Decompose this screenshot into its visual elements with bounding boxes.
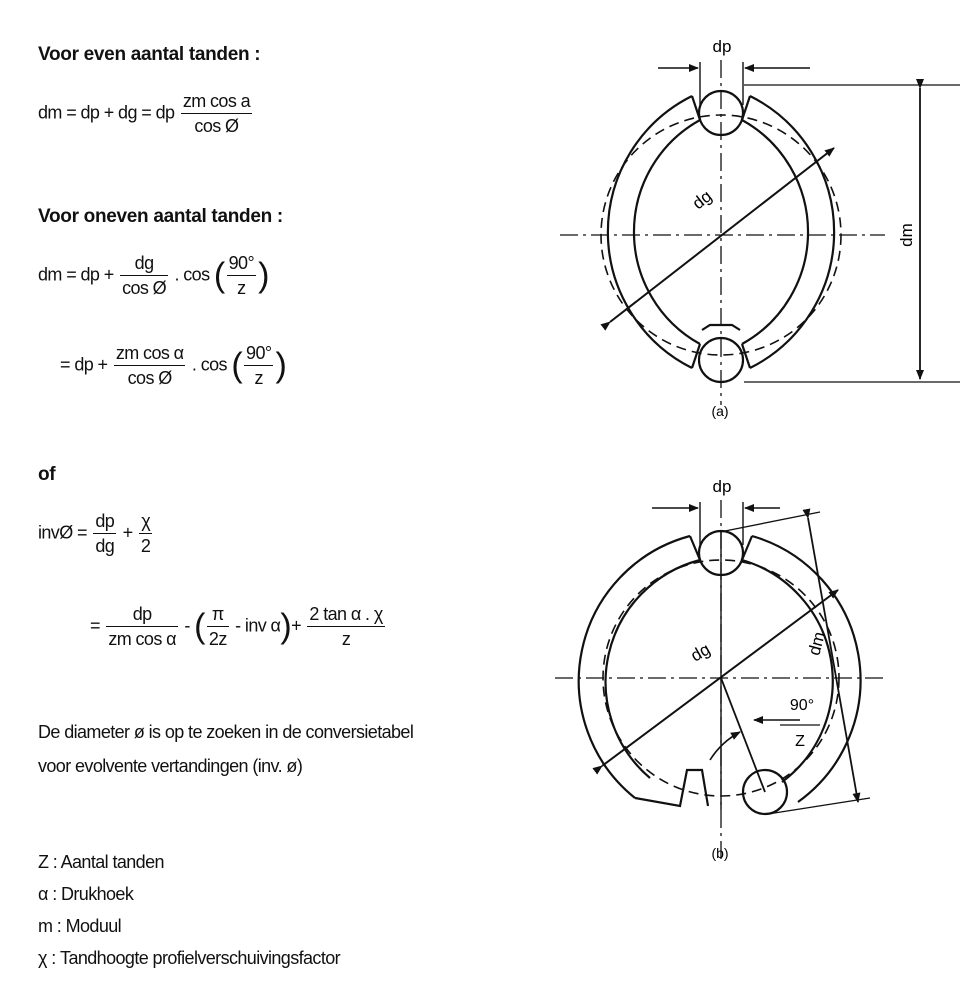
legend-m: m : Moduul — [38, 916, 122, 936]
formula-odd-1-num: dg — [120, 252, 168, 276]
formula-odd-1-angle-num: 90° — [227, 252, 256, 276]
note-line-1: De diameter ø is op te zoeken in de conversietabel — [38, 722, 414, 742]
formula-odd-2-fraction — [114, 342, 186, 389]
label-dp: dp — [712, 37, 732, 56]
diagram-b-odd-teeth — [540, 470, 960, 870]
ring-inner-right — [742, 120, 808, 344]
label-dm: dm — [897, 223, 916, 247]
diagram-a-even-teeth — [540, 30, 960, 430]
heading-of: of — [38, 464, 56, 485]
formula-even-num: zm cos a — [181, 90, 252, 114]
ring-inner-left — [634, 120, 700, 344]
formula-odd-1 — [38, 252, 269, 299]
formula-odd-2-num: zm cos α — [114, 342, 186, 366]
paren-open: ( — [231, 346, 243, 385]
formula-inv-exp-frac1 — [106, 603, 178, 650]
formula-inv-exp-frac3 — [307, 603, 384, 650]
heading-odd-teeth: Voor oneven aantal tanden : — [38, 206, 283, 227]
formula-inv-lhs: invØ = — [38, 522, 87, 543]
formula-inv-exp-d1: zm cos α — [108, 629, 176, 649]
formula-even-fraction — [181, 90, 252, 137]
formula-odd-2-angle-num: 90° — [244, 342, 273, 366]
formula-inv-exp-d2: 2z — [208, 629, 227, 649]
paren-close: ) — [258, 256, 269, 295]
label-b-angle-den: Z — [795, 733, 805, 750]
formula-odd-1-angle — [227, 252, 256, 299]
formula-inv-d2: 2 — [140, 536, 151, 556]
formula-inv-exp-inner: - inv α — [235, 615, 281, 636]
formula-odd-2-den: cos Ø — [127, 368, 172, 388]
label-b-angle-num: 90° — [789, 697, 815, 714]
formula-odd-1-lhs: dm = dp + — [38, 264, 114, 285]
formula-inv-exp-n2: π — [207, 603, 229, 627]
formula-even — [38, 90, 254, 137]
formula-inv-plus: + — [122, 522, 133, 543]
formula-inv-exp-n1: dp — [106, 603, 178, 627]
dm-arrow-b — [808, 518, 858, 802]
paren-close: ) — [280, 607, 292, 646]
label-b-dp: dp — [712, 477, 732, 496]
label-b-dg: dg — [687, 639, 714, 666]
formula-odd-2-angle — [244, 342, 273, 389]
formula-odd-1-den: cos Ø — [122, 278, 167, 298]
paren-close: ) — [275, 346, 287, 385]
formula-inv-frac2 — [139, 510, 152, 557]
legend-alpha: α : Drukhoek — [38, 884, 134, 904]
formula-inv-frac1 — [93, 510, 116, 557]
heading-even-teeth: Voor even aantal tanden : — [38, 44, 261, 65]
formula-inv-d1: dg — [95, 536, 115, 556]
ring-b-outer-left — [579, 536, 690, 798]
formula-even-lhs: dm = dp + dg = dp — [38, 102, 175, 123]
paren-open: ( — [194, 607, 205, 646]
formula-odd-2-cos: . cos — [191, 354, 227, 375]
legend-z: Z : Aantal tanden — [38, 852, 164, 872]
ring-b-outer-right — [752, 536, 861, 802]
formula-even-den: cos Ø — [194, 116, 239, 136]
formula-odd-1-angle-den: z — [237, 278, 246, 298]
formula-inv-exp-d3: z — [341, 629, 351, 649]
formula-inv-n2: χ — [139, 510, 152, 534]
formula-inv — [38, 510, 154, 557]
formula-inv-expanded — [90, 603, 387, 650]
formula-odd-2-lhs: = dp + — [60, 354, 108, 375]
formula-inv-exp-minus: - — [184, 615, 190, 636]
note-line-2: voor evolvente vertandingen (inv. ø) — [38, 756, 303, 776]
formula-inv-exp-frac2 — [207, 603, 229, 650]
label-b-dm: dm — [804, 629, 829, 658]
formula-inv-n1: dp — [93, 510, 116, 534]
ring-outer-left — [608, 96, 692, 368]
formula-inv-exp-n3: 2 tan α . χ — [307, 603, 384, 627]
caption-a: (a) — [711, 403, 729, 419]
formula-odd-2 — [60, 342, 286, 389]
caption-b: (b) — [711, 845, 729, 861]
ring-outer-right — [750, 96, 834, 368]
legend-chi: χ : Tandhoogte profielverschuivingsfactor — [38, 948, 341, 968]
formula-odd-2-angle-den: z — [254, 368, 263, 388]
formula-odd-1-cos: . cos — [174, 264, 210, 285]
formula-odd-1-fraction — [120, 252, 168, 299]
label-dg: dg — [688, 186, 716, 214]
formula-inv-exp-lhs: = — [90, 615, 100, 636]
formula-inv-exp-plus: + — [291, 615, 301, 636]
paren-open: ( — [213, 256, 225, 295]
